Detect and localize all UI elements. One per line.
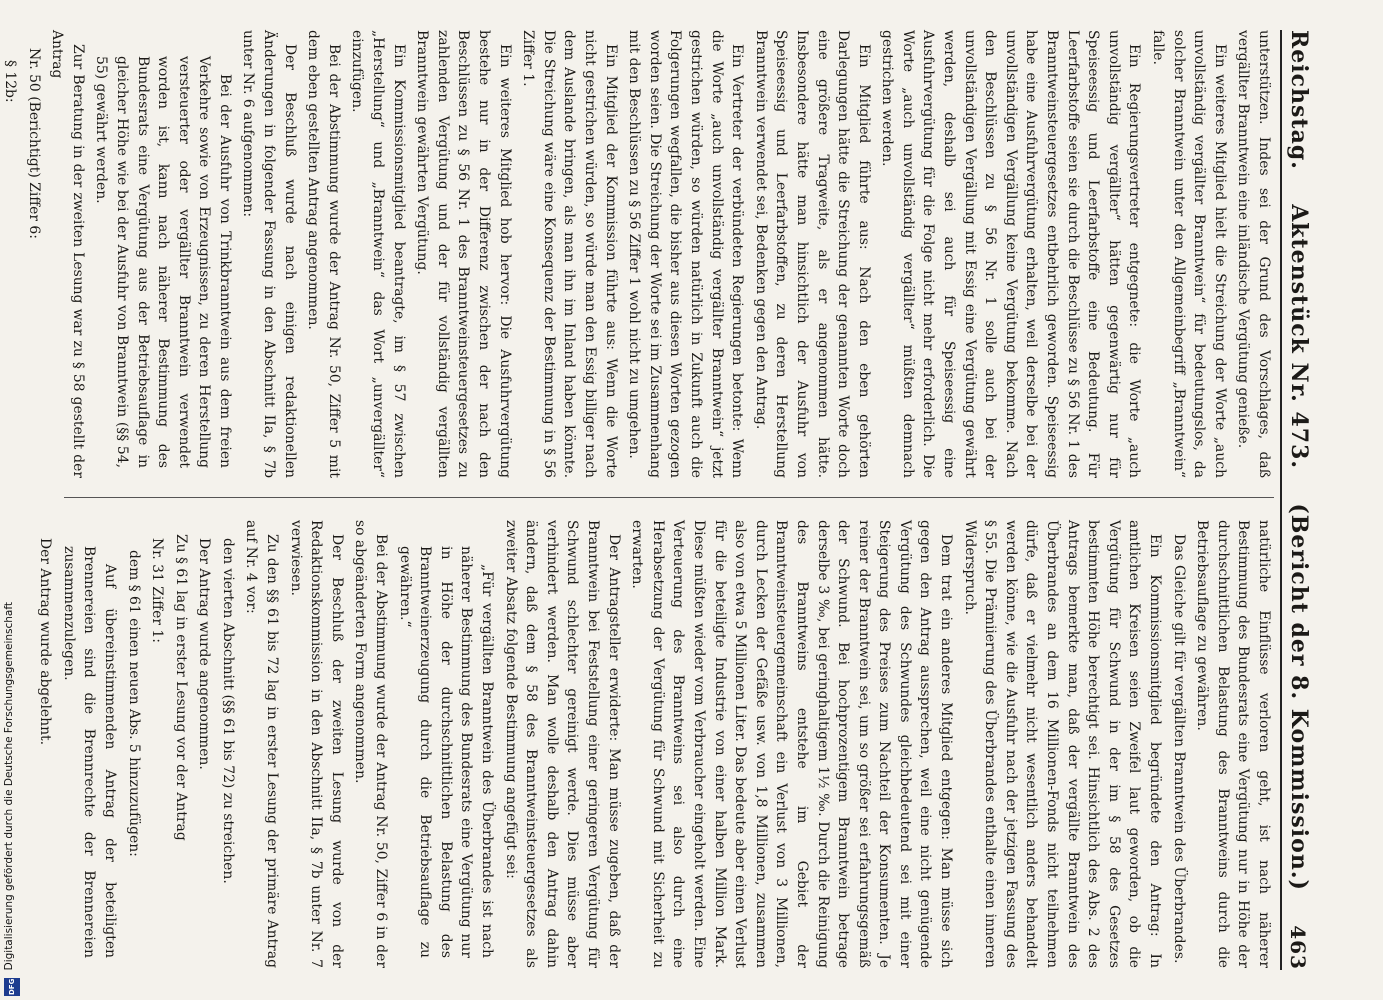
paragraph: dem § 61 einen neuen Abs. 5 hinzuzufügen: [125,550,142,857]
header-left: Reichstag. [1286,30,1312,170]
paragraph: Ein weiteres Mitglied hob hervor: Die Ausfuhrvergütung bestehe nur in der Differenz zwischen der nach den Beschlüssen zu § 56 Nr. 1 des Branntweinsteuergesetzes zu zahlenden Vergütung und der für vollständig vergällten Branntwein gewährten Vergütung. [414,30,513,478]
paragraph: Der Antragsteller erwiderte: Man müsse zugeben, daß der Branntwein bei Feststellung einer geringeren Vergütung für Schwund schlechter gereinigt werde. Dies müsse aber verhindert werden. Man wolle deshalb den Antrag dahin ändern, daß dem § 58 des Branntweinsteuergesetzes als zweiter Absatz folgende Bestimmung angefügt sei: [502,520,622,968]
paragraph: Bei der Ausfuhr von Trinkbranntwein aus dem freien Verkehre sowie von Erzeugnissen, zu deren Herstellung versteuerter oder vergällter Branntwein verwendet worden ist, kann nach näherer Bestimmung des Bundesrats eine Vergütung aus der Betriebsauflage in gleicher Höhe wie bei der Ausfuhr von Branntwein (§§ 54, 55) gewährt werden. [93,56,233,468]
paragraph: Zu den §§ 61 bis 72 lag in erster Lesung der primäre Antrag auf Nr. 4 vor: [243,520,281,968]
paragraph: Zur Beratung in der zweiten Lesung war zu § 58 gestellt der Antrag [49,30,86,478]
paragraph: Bei der Abstimmung wurde der Antrag Nr. 50, Ziffer 6 in der so abgeänderten Form angenommen. [352,520,390,968]
header-right: (Bericht der 8. Kommission.) [1286,503,1312,891]
column-divider [64,497,1274,498]
paragraph: Ein Kommissionsmitglied beantragte, im § 57 zwischen „Herstellung“ und „Branntwein“ das Wort „unvergällter“ einzufügen. [349,30,407,478]
paragraph: natürliche Einflüsse verloren geht, ist nach näherer Bestimmung des Bundesrats eine Vergütung nur in Höhe der durchschnittlichen Belastung des Branntweins durch die Betriebsauflage zu gewähren. [1194,520,1272,968]
paragraph: „Für vergällten Branntwein des Überbrandes ist nach näherer Bestimmung des Bundesrats eine Vergütung nur in Höhe der durchschnittlichen Belastung des Branntweinerzeugung durch die Betriebsauflage zu gewähren.“ [396,546,496,958]
paragraph: Ein Vertreter der verbündeten Regierungen betonte: Wenn die Worte „auch unvollständig vergällter Branntwein“ jetzt gestrichen würden, so würden natürlich in Zukunft auch die Folgerungen wegfallen, die bisher aus diesen Worten gezogen worden seien. Die Streichung der Worte sei im Zusammenhang mit den Beschlüssen zu § 56 Ziffer 1 wohl nicht zu umgehen. [626,30,746,478]
paragraph: Ein Mitglied der Kommission führte aus: Wenn die Worte nicht gestrichen würden, so würde man den Essig billiger nach dem Auslande bringen, als man ihn im Inland haben könnte. Die Streichung wäre eine Konsequenz der Bestimmung in § 56 Ziffer 1. [520,30,619,478]
paragraph: Ein Regierungsvertreter entgegnete: die Worte „auch unvollständig vergällter“ hätten gegenwärtig nur für Speiseessig und Leerfarbstoffe eine Bedeutung. Für Leerfarbstoffe seien sie durch die Beschlüsse zu § 56 Nr. 1 des Branntweinsteuergesetzes entbehrlich geworden. Speiseessig habe eine Ausfuhrvergütung erhalten, weil derselbe bei der unvollständigen Vergällung keine Vergütung bekomme. Nach den Beschlüssen zu § 56 Nr. 1 solle auch bei der unvollständigen Vergällung mit Essig eine Vergütung gewährt werden, deshalb sei auch für Speiseessig eine Ausfuhrvergütung für die Folge nicht mehr erforderlich. Die Worte „auch unvollständig vergällter“ müßten demnach gestrichen werden. [879,30,1143,478]
page-header [1280,30,1326,970]
paragraph: Bei der Abstimmung wurde der Antrag Nr. 50, Ziffer 5 mit dem eben gestellten Antrag angenommen. [305,30,342,478]
paragraph: Auf übereinstimmenden Antrag der beteiligten Brennereien sind die Brennrechte der Brennereien zusammenzulegen. [60,546,118,958]
paragraph: Nr. 50 (Berichtigt) Ziffer 6: [25,48,42,239]
paragraph: Dem trat ein anderes Mitglied entgegen: Man müsse sich gegen den Antrag aussprechen, weil eine nicht genügende Vergütung des Schwundes gleichbedeutend sei mit einer Steigerung des Preises zum Nachteil der Konsumenten. Je reiner der Branntwein sei, um so größer sei erfahrungsgemäß der Schwund. Bei hochprozentigem Branntwein betrage derselbe 3 ‰, bei geringhaltigem 1½ ‰. Durch die Reinigung des Branntweins entstehe im Gebiet der Branntweinsteuergemeinschaft ein Verlust von 3 Millionen, durch Lecken der Gefäße usw. von 1,8 Millionen, zusammen also von etwa 5 Millionen Liter. Das bedeute aber einen Verlust für die beteiligte Industrie von einer halben Million Mark. Diese müßten wieder vom Verbraucher eingeholt werden. Eine Verteuerung des Branntweins sei also durch eine Herabsetzung der Vergütung für Schwund mit Sicherheit zu erwarten. [629,520,955,968]
paragraph: Der Beschluß wurde nach einigen redaktionellen Änderungen in folgender Fassung in den Abschnitt IIa, § 7b unter Nr. 6 aufgenommen: [240,30,298,478]
dfg-logo: DFG [4,978,20,996]
paragraph: Ein weiteres Mitglied hielt die Streichung der Worte „auch unvollständig vergällter Branntwein“ für bedeutungslos, da solcher Branntwein unter den Allgemeinbegriff „Branntwein“ falle. [1150,30,1228,478]
paragraph: Der Antrag wurde angenommen. [196,538,213,770]
paragraph: Der Antrag wurde abgelehnt. [37,538,54,746]
paragraph: Zu § 61 lag in erster Lesung vor der Antrag [172,534,189,841]
paragraph: unterstützen. Indes sei der Grund des Vorschlages, daß vergällter Branntwein eine inländische Vergütung genieße. [1235,30,1272,478]
credit-text: Digitalisierung gefördert durch die Deutsche Forschungsgemeinschaft [3,601,15,970]
paragraph: Der Beschluß der zweiten Lesung wurde von der Redaktionskommission in den Abschnitt IIa, § 7b unter Nr. 7 verwiesen. [287,520,345,968]
header-center: Aktenstück Nr. 473. [1286,204,1312,470]
page-number: 463 [1286,925,1310,970]
paragraph: Ein Mitglied führte aus: Nach den eben gehörten Darlegungen hätte die Streichung der genannten Worte doch eine größere Tragweite, als er angenommen hätte. Insbesondere hätte man hinsichtlich der Ausfuhr von Speiseessig und Leerfarbstoffen, zu deren Herstellung Branntwein verwendet sei, Bedenken gegen den Antrag. [752,30,872,478]
paragraph: den vierten Abschnitt (§§ 61 bis 72) zu streichen. [219,538,236,884]
paragraph: Ein Kommissionsmitglied begründete den Antrag: In amtlichen Kreisen seien Zweifel laut geworden, ob die Vergütung für Schwund in der im § 58 des Gesetzes bestimmten Höhe berechtigt sei. Hinsichtlich des Abs. 2 des Antrags bemerkte man, daß der vergällte Branntwein des Überbrandes an dem 16 Millionen-Fonds nicht teilnehmen dürfe, daß er vielmehr nicht wesentlich anders behandelt werden könne, wie die Ausfuhr nach der jetzigen Fassung des § 55. Die Prämiierung des Überbrandes enthalte einen inneren Widerspruch. [961,520,1164,968]
paragraph: Das Gleiche gilt für vergällten Branntwein des Überbrandes. [1170,534,1187,964]
left-column [1,30,1274,478]
right-column [37,520,1274,968]
paragraph: Nr. 31 Ziffer 1: [149,538,166,643]
paragraph: § 12b: [1,60,18,103]
